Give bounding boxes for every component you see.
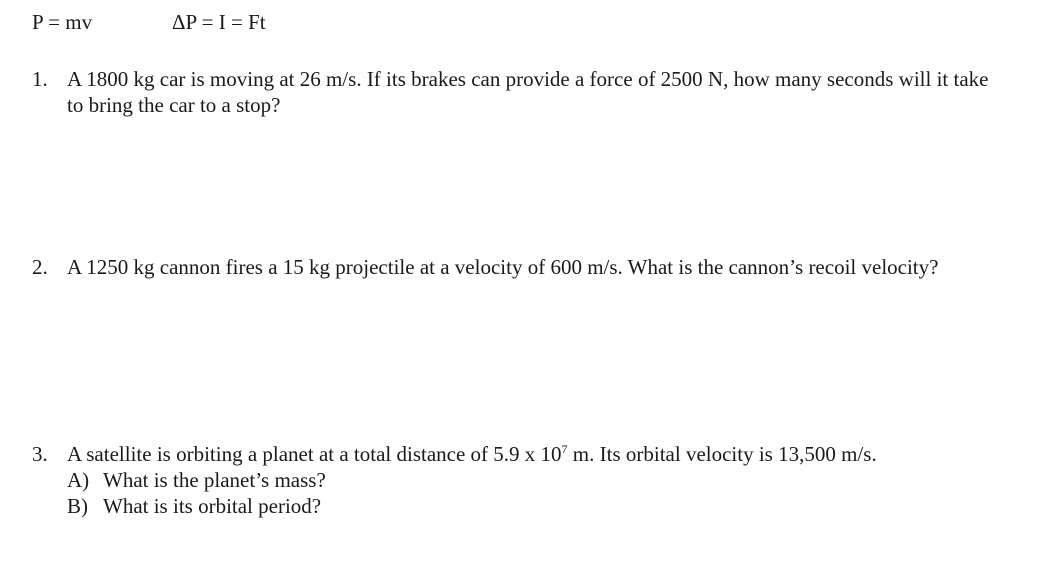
part-letter: A)	[67, 468, 90, 492]
question-number: 1.	[32, 67, 48, 91]
question-parts	[67, 467, 1032, 519]
question-text-end: m. Its orbital velocity is 13,500 m/s.	[567, 442, 877, 466]
impulse-formula: ΔP = I = Ft	[172, 10, 266, 34]
question-3	[32, 441, 1032, 519]
question-part-b	[67, 493, 1032, 519]
question-text: A 1800 kg car is moving at 26 m/s. If its brakes can provide a force of 2500 N, how many seconds will it take to bring the car to a stop?	[67, 67, 989, 117]
question-part-a	[67, 467, 1032, 493]
exponent: 7	[561, 442, 568, 456]
part-text: What is its orbital period?	[103, 494, 322, 518]
question-1	[32, 66, 1032, 118]
question-number: 2.	[32, 255, 48, 279]
question-text: A 1250 kg cannon fires a 15 kg projectile at a velocity of 600 m/s. What is the cannon’s recoil velocity?	[67, 255, 939, 279]
part-text: What is the planet’s mass?	[103, 468, 326, 492]
question-2	[32, 254, 1032, 280]
momentum-formula: P = mv	[32, 10, 93, 34]
question-text	[67, 441, 1032, 467]
part-letter: B)	[67, 494, 88, 518]
question-number: 3.	[32, 442, 48, 466]
question-text-start: A satellite is orbiting a planet at a total distance of 5.9 x 10	[67, 442, 562, 466]
